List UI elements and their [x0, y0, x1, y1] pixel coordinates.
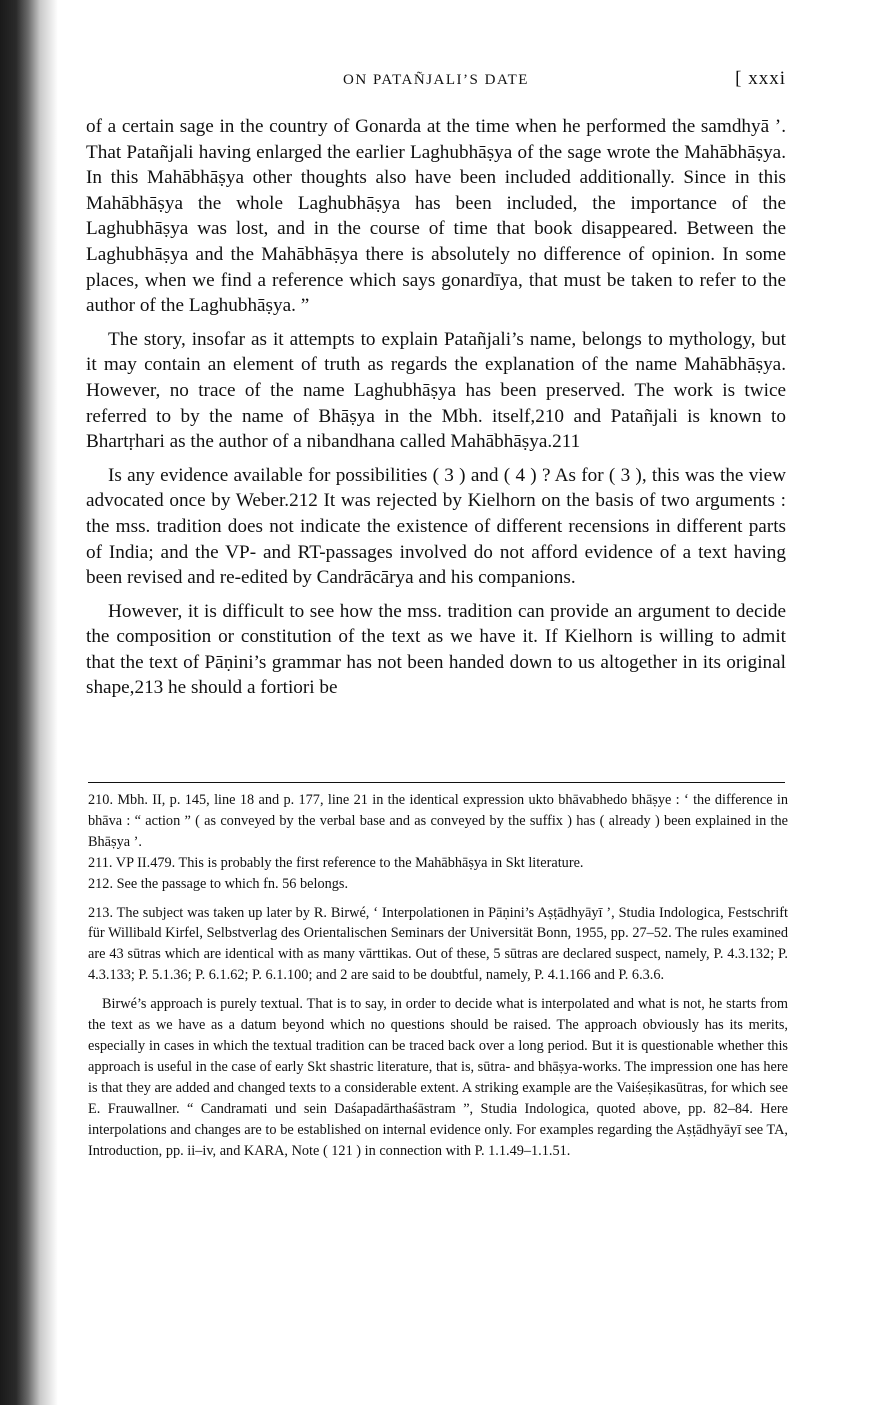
footnote-213: 213. The subject was taken up later by R. Birwé, ‘ Interpolationen in Pāṇini’s Aṣṭādhyāyī ’, Studia Indologica, Festschrift für Willibald Kirfel, Selbstverlag des Orientalischen Seminars der Universität Bonn, 1955, pp. 27–52. The rules examined are 43 sūtras which are identical with as many vārttikas. Out of these, 5 sūtras are declared suspect, namely, P. 4.3.132; P. 4.3.133; P. 5.1.36; P. 6.1.62; P. 6.1.100; and 2 are said to be doubtful, namely, P. 4.1.166 and P. 6.3.6.	[88, 904, 788, 984]
footnotes	[88, 790, 788, 1161]
running-title: ON PATAÑJALI’S DATE	[343, 72, 529, 88]
paragraph: of a certain sage in the country of Gonarda at the time when he performed the samdhyā ’. That Patañjali having enlarged the earlier Laghubhāṣya of the sage wrote the Mahābhāṣya. In this Mahābhāṣya other thoughts also have been included additionally. Since in this Mahābhāṣya the whole Laghubhāṣya has been included, the importance of the Laghubhāṣya was lost, and in the course of time that book disappeared. Between the Laghubhāṣya and the Mahābhāṣya there is absolutely no difference of opinion. In some places, when we find a reference which says gonardīya, that must be taken to refer to the author of the Laghubhāṣya. ”	[86, 116, 786, 317]
footnote-divider	[88, 782, 785, 783]
footnote-210: 210. Mbh. II, p. 145, line 18 and p. 177, line 21 in the identical expression ukto bhāvabhedo bhāṣye : ‘ the difference in bhāva : “ action ” ( as conveyed by the verbal base and as conveyed by the suffix ) has ( already ) been explained in the Bhāṣya ’.	[88, 792, 788, 850]
paragraph: Is any evidence available for possibilities ( 3 ) and ( 4 ) ? As for ( 3 ), this was the view advocated once by Weber.212 It was rejected by Kielhorn on the basis of two arguments : the mss. tradition does not indicate the existence of different recensions in different parts of India; and the VP- and RT-passages involved do not afford evidence of a text having been revised and re-edited by Candrācārya and his companions.	[86, 464, 786, 589]
footnote-212: 212. See the passage to which fn. 56 belongs.	[88, 875, 349, 892]
footnote-213-continued: Birwé’s approach is purely textual. That is to say, in order to decide what is interpolated and what is not, he starts from the text as we have as a datum beyond which no questions should be raised. The approach obviously has its merits, especially in cases in which the textual tradition can be traced back over a long period. But it is questionable whether this approach is useful in the case of early Skt shastric literature, that is, sūtra- and bhāṣya-works. The impression one has here is that they are added and changed texts to a considerable extent. A striking example are the Vaiśeṣikasūtras, for which see E. Frauwallner. “ Candramati und sein Daśapadārthaśāstram ”, Studia Indologica, quoted above, pp. 82–84. Here interpolations and changes are to be established on internal evidence only. For examples regarding the Aṣṭādhyāyī see TA, Introduction, pp. ii–iv, and KARA, Note ( 121 ) in connection with P. 1.1.49–1.1.51.	[88, 996, 788, 1159]
paragraph: However, it is difficult to see how the mss. tradition can provide an argument to decide the composition or constitution of the text as we have it. If Kielhorn is willing to admit that the text of Pāṇini’s grammar has not been handed down to us altogether in its original shape,213 he should a fortiori be	[86, 600, 786, 699]
paragraph: The story, insofar as it attempts to explain Patañjali’s name, belongs to mythology, but it may contain an element of truth as regards the explanation of the name Mahābhāṣya. However, no trace of the name Laghubhāṣya has been preserved. The work is twice referred to by the name of Bhāṣya in the Mbh. itself,210 and Patañjali is known to Bhartṛhari as the author of a nibandhana called Mahābhāṣya.211	[86, 328, 786, 453]
footnote-211: 211. VP II.479. This is probably the first reference to the Mahābhāṣya in Skt literature.	[88, 854, 584, 871]
scan-binding-shadow	[0, 0, 58, 1405]
page-number: [ xxxi	[735, 68, 786, 89]
main-text	[86, 114, 786, 709]
page-header	[86, 68, 786, 96]
